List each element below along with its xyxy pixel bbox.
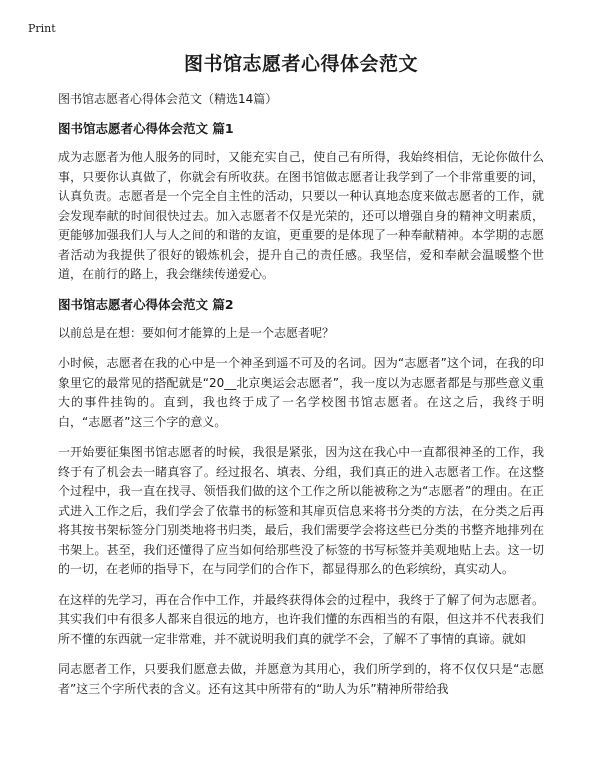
document-subtitle: 图书馆志愿者心得体会范文（精选14篇） [58,92,278,106]
section-heading: 图书馆志愿者心得体会范文 篇2 [58,296,234,312]
section-heading: 图书馆志愿者心得体会范文 篇1 [58,121,234,136]
paragraph: 在这样的先学习，再在合作中工作，并最终获得体会的过程中，我终于了解了何为志愿者。其实我们中有很多人都来自很远的地方，也许我们懂的东西相当的有限，但这并不代表我们所不懂的东西就一定非常难，并不就说明我们真的就学不会，了解不了事情的真谛。就如 [58,592,544,646]
document-title: 图书馆志愿者心得体会范文 [183,53,418,75]
print-link[interactable]: Print [28,22,56,35]
paragraph: 以前总是在想：要如何才能算的上是一个志愿者呢？ [58,325,335,340]
document-body [58,52,544,710]
section-2 [58,296,544,700]
paragraph: 同志愿者工作，只要我们愿意去做，并愿意为其用心，我们所学到的，将不仅仅只是“志愿者”这三个字所代表的含义。还有这其中所带有的“助人为乐”精神所带给我 [58,662,544,696]
paragraph: 一开始要征集图书馆志愿者的时候，我很是紧张，因为这在我心中一直都很神圣的工作，我终于有了机会去一睹真容了。经过报名、填表、分组，我们真正的进入志愿者工作。在这整个过程中，我一直在找寻、领悟我们做的这个工作之所以能被称之为“志愿者”的理由。在正式进入工作之后，我们学会了依靠书的标签和其扉页信息来将书分类的方法，在分类之后再将其按书架标签分门别类地将书归类，最后，我们需要学会将这些已分类的书整齐地排列在书架上。甚至，我们还懂得了应当如何给那些没了标签的书写标签并美观地贴上去。这一切的一切，在老师的指导下，在与同学们的合作下，都显得那么的色彩缤纷，真实动人。 [58,445,544,576]
section-1 [58,120,544,285]
paragraph: 成为志愿者为他人服务的同时，又能充实自己，使自己有所得，我始终相信，无论你做什么事，只要你认真做了，你就会有所收获。在图书馆做志愿者让我学到了一个非常重要的词，认真负责。志愿者是一个完全自主性的活动，只要以一种认真地态度来做志愿者的工作，就会发现奉献的时间很快过去。加入志愿者不仅是光荣的，还可以增强自身的精神文明素质，更能够加强我们人与人之间的和谐的友谊，更重要的是体现了一种奉献精神。本学期的志愿者活动为我提供了很好的锻炼机会，提升自己的责任感。我坚信，爱和奉献会温暖整个世道，在前行的路上，我会继续传递爱心。 [58,150,544,281]
paragraph: 小时候，志愿者在我的心中是一个神圣到遥不可及的名词。因为“志愿者”这个词，在我的印象里它的最常见的搭配就是“20__北京奥运会志愿者”，我一度以为志愿者都是与那些意义重大的事件挂钩的。直到，我也终于成了一名学校图书馆志愿者。在这之后，我终于明白，“志愿者”这三个字的意义。 [58,356,544,429]
